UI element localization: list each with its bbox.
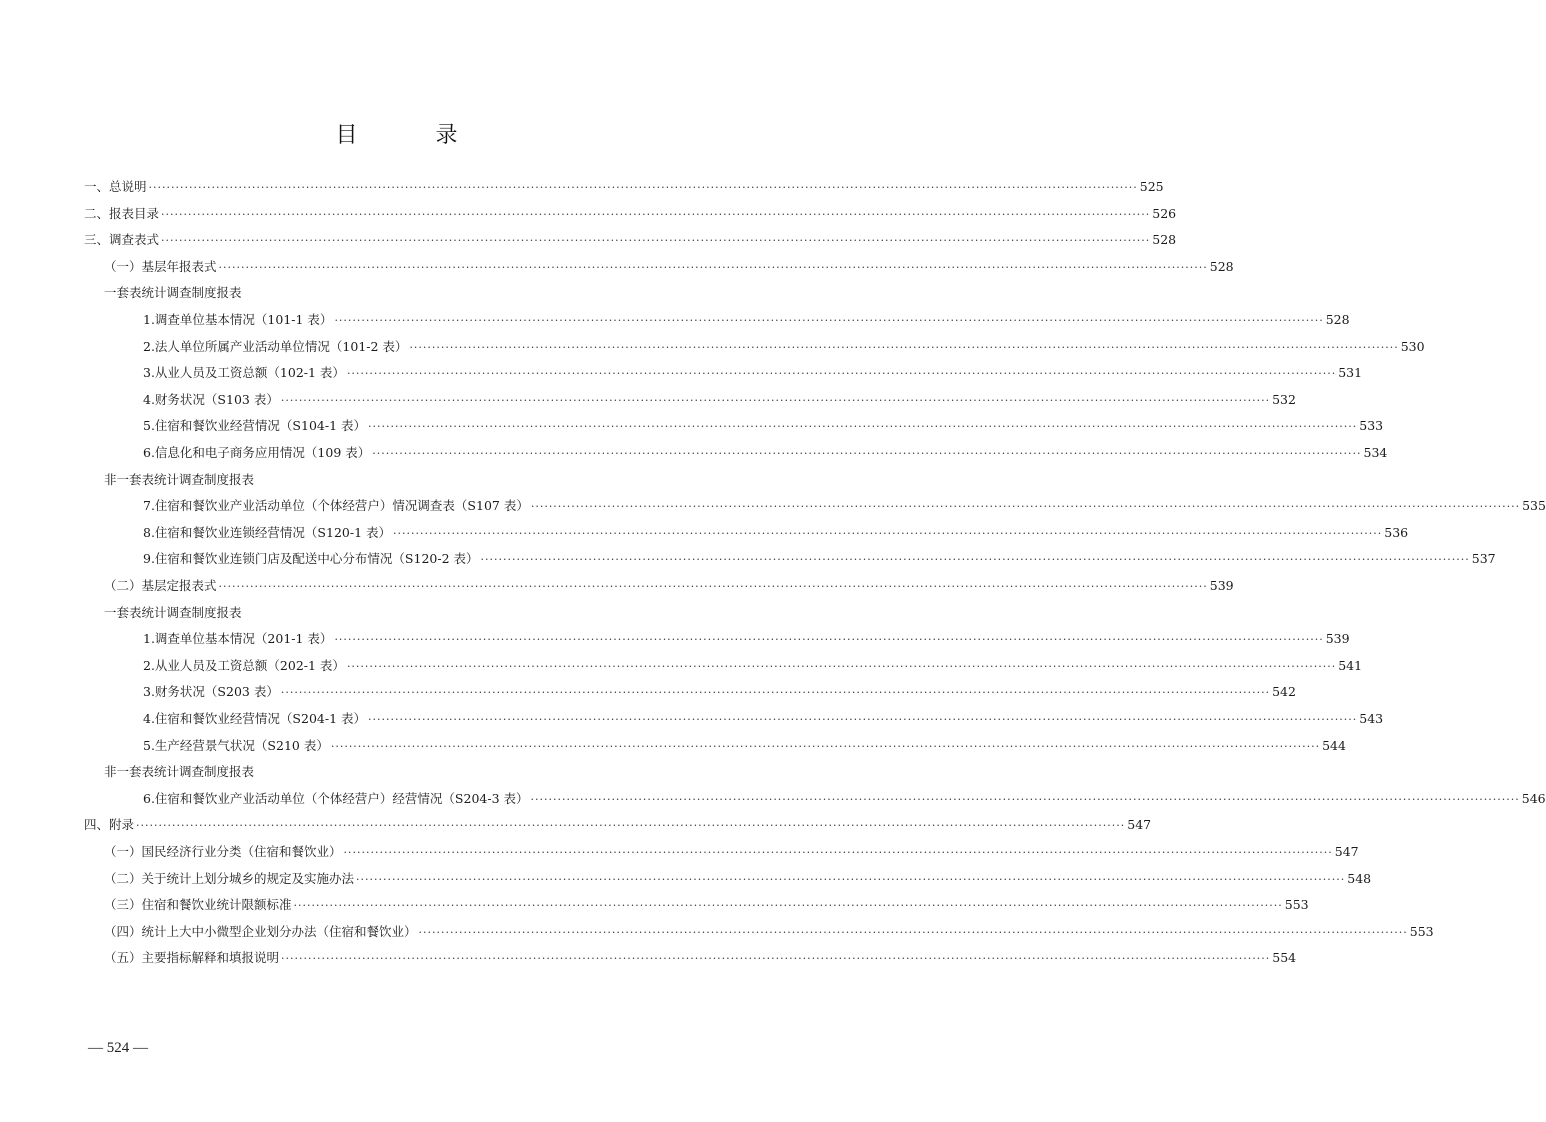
- toc-entry-title: （三）住宿和餐饮业统计限额标准: [104, 897, 292, 913]
- toc-entry-title: 9.住宿和餐饮业连锁门店及配送中心分布情况（S120-2 表）: [143, 551, 479, 567]
- toc-entry-page-number: 543: [1359, 711, 1384, 726]
- toc-entry-page-number: 553: [1409, 923, 1434, 939]
- toc-entry-title: 非一套表统计调查制度报表: [104, 764, 255, 780]
- toc-entry-page-number: 544: [1322, 737, 1346, 753]
- toc-entry-title: 二、报表目录: [84, 205, 160, 221]
- toc-entry[interactable]: [143, 523, 1409, 543]
- toc-entry[interactable]: [143, 549, 1496, 569]
- dot-leader: ····························································································································································································································: [343, 846, 1333, 859]
- dot-leader: ····························································································································································································································: [530, 500, 1521, 514]
- dot-leader: ····························································································································································································································: [530, 792, 1520, 806]
- toc-entry-page-number: 531: [1338, 365, 1363, 381]
- toc-entry-page-number: 547: [1334, 844, 1359, 859]
- toc-entry[interactable]: [143, 709, 1384, 729]
- dot-leader: ····························································································································································································································: [409, 340, 1399, 354]
- toc-entry[interactable]: [104, 948, 1297, 968]
- toc-entry-page-number: 536: [1384, 524, 1409, 540]
- toc-entry-page-number: 548: [1347, 870, 1372, 886]
- toc-entry[interactable]: [143, 496, 1546, 516]
- dot-leader: ····························································································································································································································: [334, 633, 1324, 647]
- toc-entry-title: 5.生产经营景气状况（S210 表）: [143, 737, 329, 753]
- toc-entry[interactable]: [104, 762, 254, 782]
- dot-leader: ····························································································································································································································: [480, 553, 1470, 567]
- dot-leader: ····························································································································································································································: [161, 234, 1151, 248]
- toc-entry[interactable]: [143, 337, 1425, 357]
- toc-entry-title: （二）基层定报表式: [104, 578, 217, 593]
- toc-entry[interactable]: [143, 656, 1363, 676]
- toc-entry[interactable]: [84, 177, 1164, 197]
- toc-entry-title: 2.从业人员及工资总额（202-1 表）: [143, 657, 345, 673]
- dot-leader: ····························································································································································································································: [418, 925, 1408, 939]
- toc-entry-page-number: 553: [1284, 897, 1309, 913]
- toc-entry[interactable]: [104, 922, 1434, 942]
- toc-entry[interactable]: [143, 682, 1296, 702]
- toc-entry-title: 5.住宿和餐饮业经营情况（S104-1 表）: [143, 418, 366, 434]
- toc-entry-page-number: 542: [1272, 684, 1296, 700]
- toc-entry-title: 一、总说明: [84, 179, 147, 194]
- toc-entry-title: 7.住宿和餐饮业产业活动单位（个体经营户）情况调查表（S107 表）: [143, 498, 529, 514]
- dot-leader: ····························································································································································································································: [368, 420, 1358, 434]
- toc-entry-page-number: 546: [1521, 790, 1546, 806]
- toc-entry-title: 4.住宿和餐饮业经营情况（S204-1 表）: [143, 711, 366, 726]
- toc-entry[interactable]: [104, 895, 1309, 915]
- toc-entry-page-number: 532: [1272, 391, 1296, 407]
- toc-entry-page-number: 528: [1209, 258, 1234, 274]
- dot-leader: ····························································································································································································································: [218, 260, 1208, 274]
- toc-entry-title: 非一套表统计调查制度报表: [104, 471, 255, 487]
- toc-entry-page-number: 541: [1338, 657, 1363, 673]
- page-title: 目 录: [335, 123, 486, 148]
- toc-entry[interactable]: [104, 470, 254, 490]
- toc-entry[interactable]: [84, 230, 1177, 250]
- toc-entry-page-number: 528: [1152, 232, 1177, 248]
- toc-entry-title: （二）关于统计上划分城乡的规定及实施办法: [104, 870, 355, 886]
- dot-leader: ····························································································································································································································: [356, 872, 1346, 886]
- toc-entry-title: 2.法人单位所属产业活动单位情况（101-2 表）: [143, 338, 408, 354]
- toc-entry-page-number: 539: [1325, 631, 1350, 647]
- toc-entry-title: 1.调查单位基本情况（101-1 表）: [143, 312, 333, 327]
- dot-leader: ····························································································································································································································: [393, 526, 1383, 540]
- toc-entry-title: 四、附录: [84, 817, 135, 833]
- toc-entry-title: 一套表统计调查制度报表: [104, 604, 242, 620]
- toc-entry-title: （五）主要指标解释和填报说明: [104, 950, 280, 966]
- dot-leader: ····························································································································································································································: [334, 314, 1324, 327]
- toc-entry-title: （一）基层年报表式: [104, 258, 217, 274]
- toc-entry[interactable]: [104, 603, 242, 623]
- dot-leader: ····························································································································································································································: [280, 393, 1271, 407]
- dot-leader: ····························································································································································································································: [281, 952, 1271, 966]
- toc-entry-title: 3.财务状况（S203 表）: [143, 684, 279, 700]
- toc-entry-title: （一）国民经济行业分类（住宿和餐饮业）: [104, 844, 342, 859]
- toc-entry-page-number: 526: [1152, 205, 1177, 221]
- toc-entry[interactable]: [143, 789, 1546, 809]
- toc-entry[interactable]: [143, 390, 1296, 410]
- toc-entry[interactable]: [143, 736, 1346, 756]
- dot-leader: ····························································································································································································································: [161, 207, 1151, 221]
- toc-entry-page-number: 533: [1359, 418, 1384, 434]
- toc-entry[interactable]: [84, 815, 1152, 835]
- toc-entry-title: 1.调查单位基本情况（201-1 表）: [143, 631, 333, 647]
- toc-entry-page-number: 535: [1522, 498, 1546, 514]
- toc-entry[interactable]: [143, 629, 1350, 649]
- toc-entry-page-number: 534: [1363, 445, 1388, 460]
- dot-leader: ····························································································································································································································: [218, 580, 1208, 593]
- toc-entry-page-number: 539: [1209, 578, 1234, 593]
- toc-entry[interactable]: [143, 416, 1384, 436]
- toc-entry-page-number: 547: [1127, 817, 1152, 833]
- page-number: — 524 —: [88, 1040, 148, 1056]
- toc-entry-page-number: 554: [1272, 950, 1297, 966]
- toc-entry-title: 8.住宿和餐饮业连锁经营情况（S120-1 表）: [143, 524, 391, 540]
- toc-entry-page-number: 537: [1471, 551, 1496, 567]
- toc-entry-title: 三、调查表式: [84, 232, 160, 248]
- dot-leader: ····························································································································································································································: [372, 447, 1362, 460]
- dot-leader: ····························································································································································································································: [280, 686, 1271, 700]
- toc-entry[interactable]: [104, 842, 1359, 862]
- toc-entry-title: 4.财务状况（S103 表）: [143, 391, 279, 407]
- toc-entry-title: 6.住宿和餐饮业产业活动单位（个体经营户）经营情况（S204-3 表）: [143, 790, 529, 806]
- dot-leader: ····························································································································································································································: [330, 739, 1321, 753]
- toc-entry-page-number: 525: [1139, 179, 1164, 194]
- toc-entry-title: 一套表统计调查制度报表: [104, 285, 242, 301]
- toc-entry-page-number: 528: [1325, 312, 1350, 327]
- dot-leader: ····························································································································································································································: [368, 713, 1358, 726]
- toc-entry[interactable]: [104, 576, 1234, 596]
- toc-entry[interactable]: [143, 443, 1388, 463]
- dot-leader: ····························································································································································································································: [346, 659, 1337, 673]
- toc-entry-title: 6.信息化和电子商务应用情况（109 表）: [143, 445, 371, 460]
- toc-entry[interactable]: [104, 869, 1372, 889]
- toc-entry[interactable]: [104, 283, 242, 303]
- toc-entry[interactable]: [143, 363, 1363, 383]
- dot-leader: ····························································································································································································································: [148, 181, 1138, 194]
- toc-entry-title: 3.从业人员及工资总额（102-1 表）: [143, 365, 345, 381]
- dot-leader: ····························································································································································································································: [346, 367, 1337, 381]
- toc-entry[interactable]: [104, 257, 1234, 277]
- toc-entry-page-number: 530: [1400, 338, 1425, 354]
- toc-entry-title: （四）统计上大中小微型企业划分办法（住宿和餐饮业）: [104, 923, 417, 939]
- toc-entry[interactable]: [143, 310, 1350, 330]
- toc-entry[interactable]: [84, 204, 1177, 224]
- dot-leader: ····························································································································································································································: [136, 819, 1126, 833]
- dot-leader: ····························································································································································································································: [293, 899, 1283, 913]
